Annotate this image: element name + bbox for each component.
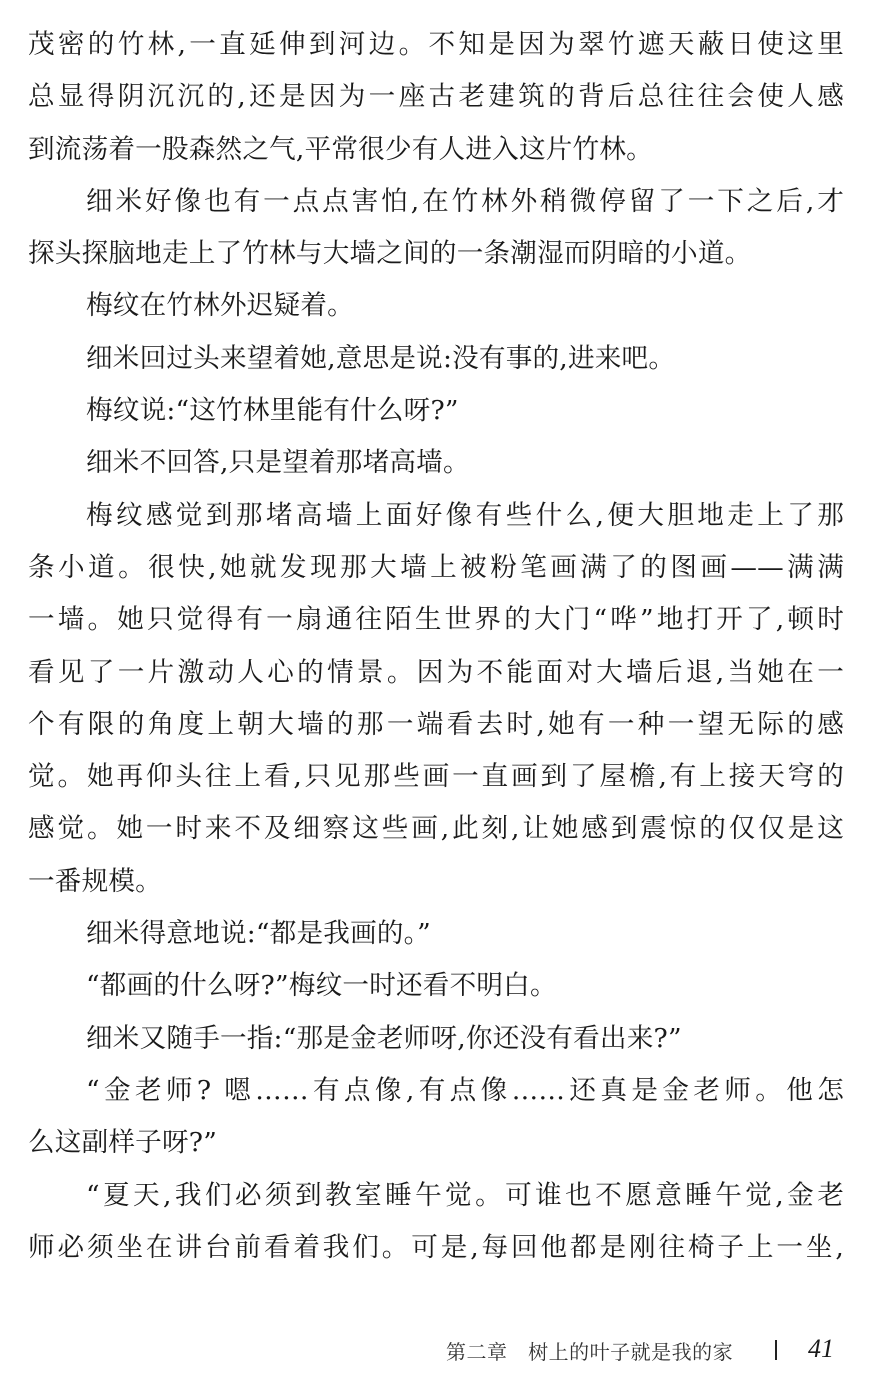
text-line: 细米又随手一指:“那是金老师呀,你还没有看出来?”: [86, 1022, 682, 1054]
text-line: 觉。她再仰头往上看,只见那些画一直画到了屋檐,有上接天穹的: [28, 761, 844, 793]
text-line: 茂密的竹林,一直延伸到河边。不知是因为翠竹遮天蔽日使这里: [28, 29, 844, 60]
text-line: 梅纹在竹林外迟疑着。: [86, 290, 354, 322]
text-line: 到流荡着一股森然之气,平常很少有人进入这片竹林。: [28, 133, 653, 165]
text-line: 探头探脑地走上了竹林与大墙之间的一条潮湿而阴暗的小道。: [28, 238, 752, 270]
footer-divider: [775, 1340, 777, 1360]
text-line: “金老师? 嗯……有点像,有点像……还真是金老师。他怎: [86, 1074, 844, 1106]
text-line: 看见了一片激动人心的情景。因为不能面对大墙后退,当她在一: [28, 656, 844, 688]
text-line: 条小道。很快,她就发现那大墙上被粉笔画满了的图画——满满: [28, 551, 844, 583]
text-line: 一番规模。: [28, 865, 162, 897]
text-line: “都画的什么呀?”梅纹一时还看不明白。: [86, 970, 557, 1002]
text-line: “夏天,我们必须到教室睡午觉。可谁也不愿意睡午觉,金老: [86, 1179, 844, 1211]
page-number: 41: [808, 1334, 834, 1363]
page-body: [28, 19, 844, 1274]
text-line: 么这副样子呀?”: [28, 1127, 218, 1159]
text-line: 师必须坐在讲台前看着我们。可是,每回他都是刚往椅子上一坐,: [28, 1231, 844, 1263]
page-footer: [0, 1334, 872, 1370]
text-line: 细米好像也有一点点害怕,在竹林外稍微停留了一下之后,才: [86, 185, 844, 217]
text-line: 一墙。她只觉得有一扇通往陌生世界的大门“哗”地打开了,顿时: [28, 604, 844, 636]
text-line: 梅纹说:“这竹林里能有什么呀?”: [86, 395, 459, 427]
text-line: 细米得意地说:“都是我画的。”: [86, 918, 431, 950]
text-line: 细米不回答,只是望着那堵高墙。: [86, 447, 470, 479]
text-line: 细米回过头来望着她,意思是说:没有事的,进来吧。: [86, 342, 676, 374]
text-line: 总显得阴沉沉的,还是因为一座古老建筑的背后总往往会使人感: [28, 81, 844, 113]
text-line: 感觉。她一时来不及细察这些画,此刻,让她感到震惊的仅仅是这: [28, 813, 844, 845]
running-head: 第二章 树上的叶子就是我的家: [446, 1340, 734, 1364]
text-line: 个有限的角度上朝大墙的那一端看去时,她有一种一望无际的感: [28, 708, 844, 740]
text-line: 梅纹感觉到那堵高墙上面好像有些什么,便大胆地走上了那: [86, 499, 844, 531]
